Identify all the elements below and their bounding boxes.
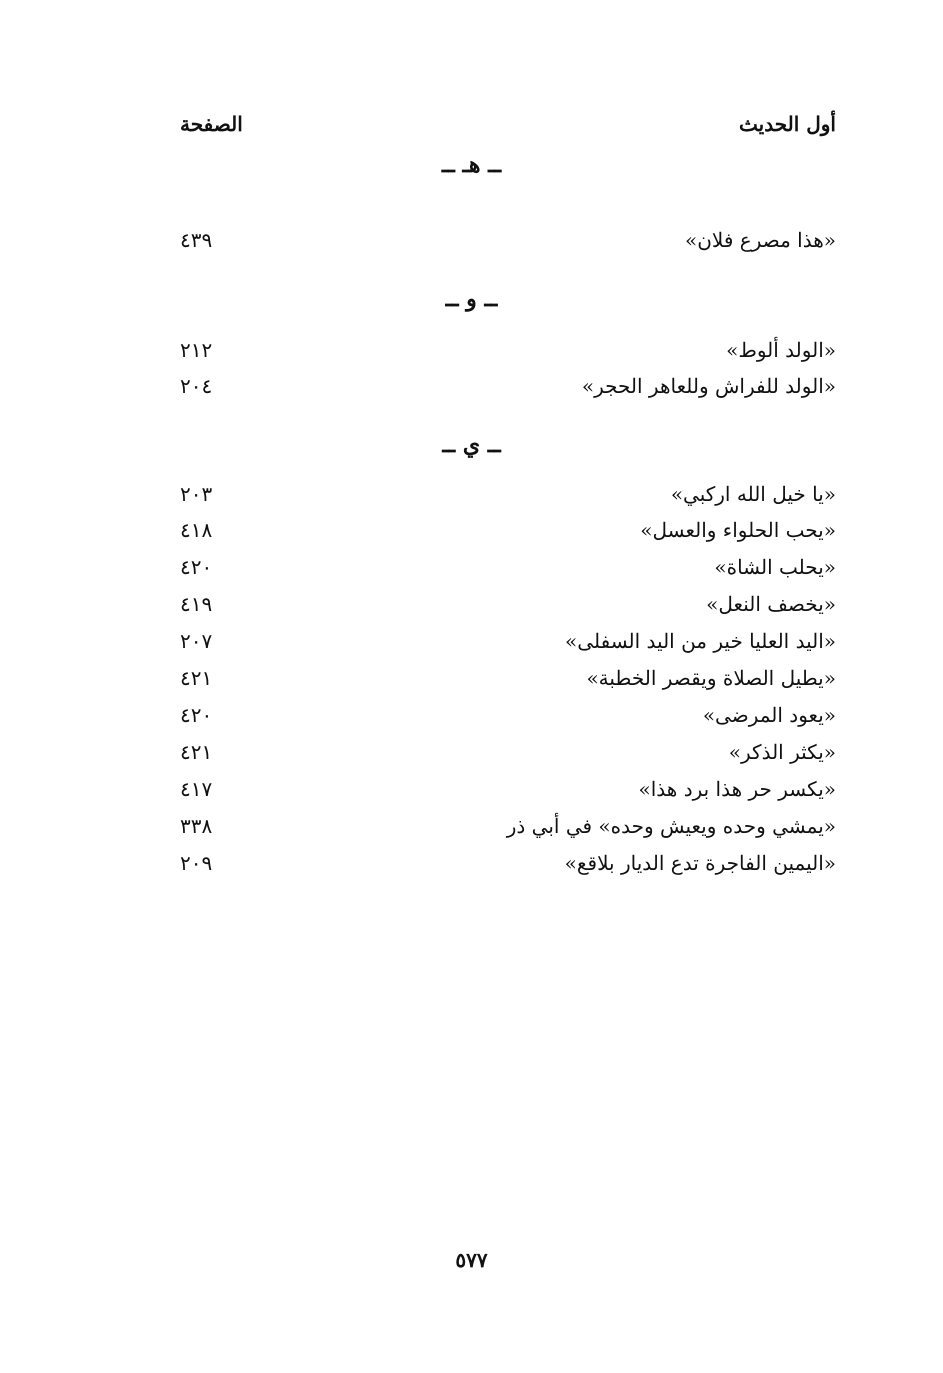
page-number: ٥٧٧ (455, 1248, 488, 1272)
index-entry (180, 814, 836, 848)
entry-page: ٤١٧ (180, 777, 213, 801)
header-title: أول الحديث (739, 112, 836, 136)
index-entry (180, 703, 836, 737)
entry-page: ٤١٩ (180, 592, 213, 616)
entry-page: ٢١٢ (180, 338, 213, 362)
entry-text: «يخصف النعل» (706, 592, 836, 616)
index-entry (180, 374, 836, 408)
entry-page: ٢٠٩ (180, 851, 213, 875)
entry-page: ٤٢٠ (180, 555, 213, 579)
index-entry (180, 555, 836, 589)
entry-text: «الولد للفراش وللعاهر الحجر» (581, 374, 836, 398)
entry-text: «يحلب الشاة» (714, 555, 836, 579)
entry-text: «اليمين الفاجرة تدع الديار بلاقع» (564, 851, 836, 875)
entry-page: ٢٠٧ (180, 629, 213, 653)
section-heading-waw: ــ و ــ (445, 286, 498, 312)
section-heading-ha: ــ هـ ــ (441, 152, 502, 178)
entry-text: «الولد ألوط» (726, 338, 836, 362)
index-entry (180, 592, 836, 626)
index-entry (180, 228, 836, 262)
entry-text: «يكسر حر هذا برد هذا» (638, 777, 836, 801)
index-entry (180, 482, 836, 516)
entry-text: «يكثر الذكر» (728, 740, 836, 764)
entry-page: ٣٣٨ (180, 814, 213, 838)
entry-page: ٤٢١ (180, 666, 213, 690)
entry-page: ٤٢١ (180, 740, 213, 764)
entry-text: «هذا مصرع فلان» (685, 228, 836, 252)
index-entry (180, 518, 836, 552)
index-entry (180, 338, 836, 372)
index-entry (180, 629, 836, 663)
index-entry (180, 740, 836, 774)
entry-text: «يحب الحلواء والعسل» (640, 518, 836, 542)
entry-page: ٤١٨ (180, 518, 213, 542)
entry-page: ٤٣٩ (180, 228, 213, 252)
entry-text: «يمشي وحده ويعيش وحده» في أبي ذر (506, 814, 836, 838)
entry-text: «يطيل الصلاة ويقصر الخطبة» (586, 666, 836, 690)
section-heading-ya: ــ ي ــ (442, 432, 501, 458)
index-entry (180, 777, 836, 811)
entry-text: «اليد العليا خير من اليد السفلى» (565, 629, 836, 653)
entry-text: «يعود المرضى» (702, 703, 836, 727)
entry-text: «يا خيل الله اركبي» (670, 482, 836, 506)
entry-page: ٢٠٣ (180, 482, 213, 506)
index-header (180, 112, 836, 144)
entry-page: ٤٢٠ (180, 703, 213, 727)
index-entry (180, 851, 836, 885)
entry-page: ٢٠٤ (180, 374, 213, 398)
header-page-column: الصفحة (180, 112, 243, 136)
index-entry (180, 666, 836, 700)
